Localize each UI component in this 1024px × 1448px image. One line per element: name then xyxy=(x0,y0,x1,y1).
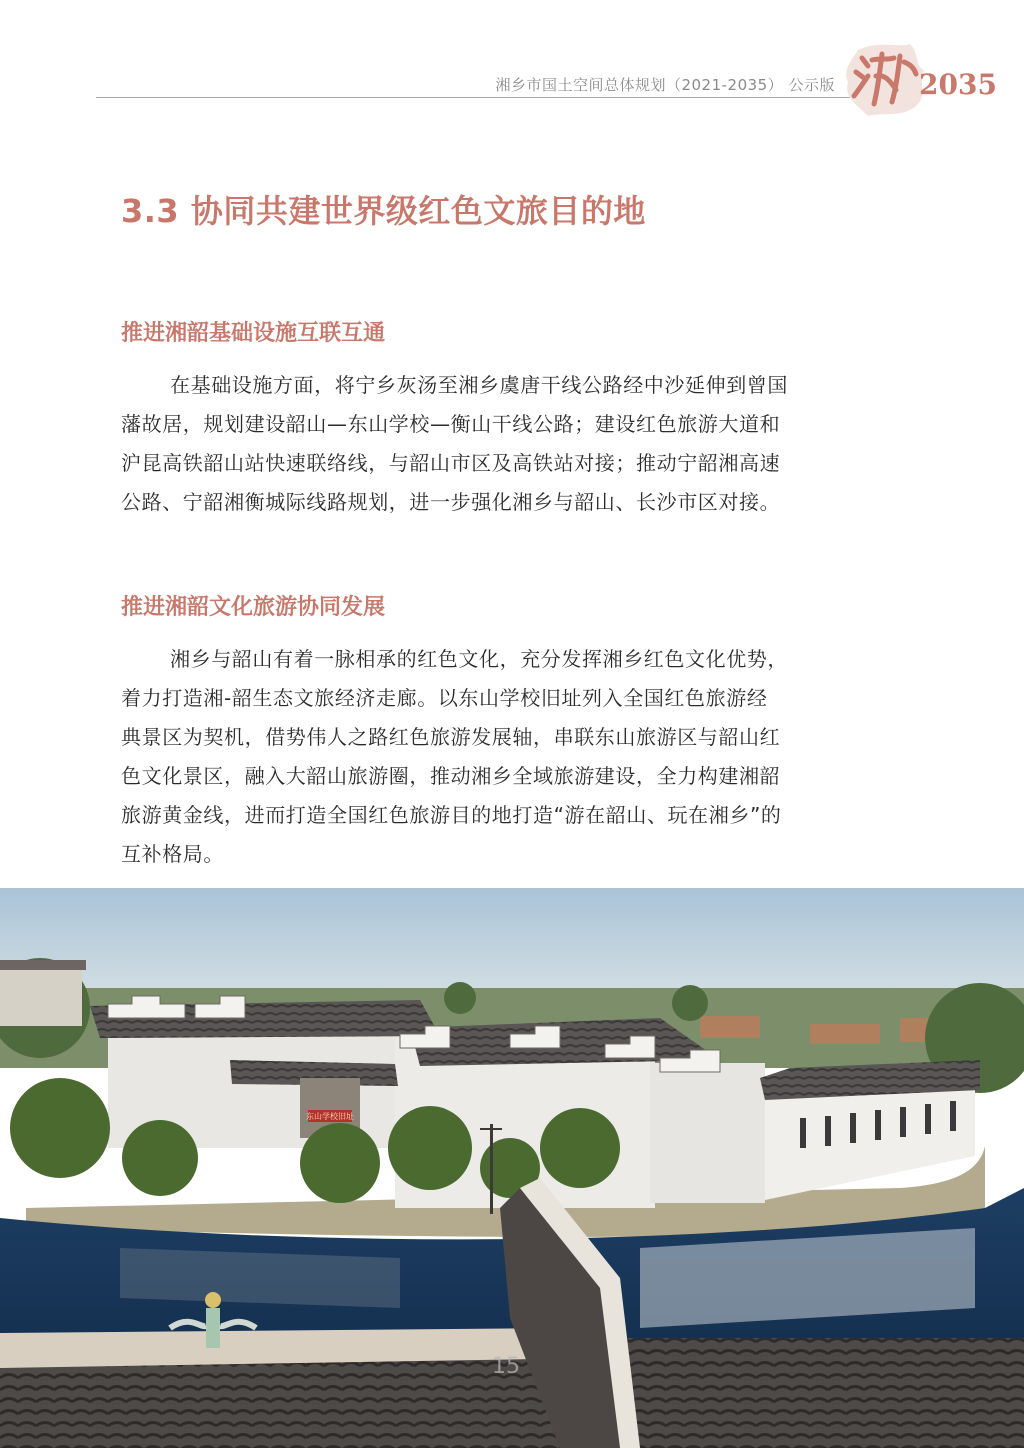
section-title: 3.3 协同共建世界级红色文旅目的地 xyxy=(121,192,646,230)
paragraph-line: 湘乡与韶山有着一脉相承的红色文化，充分发挥湘乡红色文化优势， xyxy=(170,647,788,671)
header-divider xyxy=(96,97,851,98)
subsection-heading-infrastructure: 推进湘韶基础设施互联互通 xyxy=(121,321,386,346)
subsection-heading-tourism: 推进湘韶文化旅游协同发展 xyxy=(121,595,386,620)
paragraph-line: 着力打造湘-韶生态文旅经济走廊。以东山学校旧址列入全国红色旅游经 xyxy=(121,686,768,710)
paragraph-line: 典景区为契机，借势伟人之路红色旅游发展轴，串联东山旅游区与韶山红 xyxy=(121,725,781,749)
paragraph-line: 色文化景区，融入大韶山旅游圈，推动湘乡全域旅游建设，全力构建湘韶 xyxy=(121,764,781,788)
logo-year-text: 2035 xyxy=(919,68,997,101)
page-number: 15 xyxy=(492,1354,520,1379)
paragraph-infrastructure xyxy=(121,366,906,522)
paragraph-line: 旅游黄金线，进而打造全国红色旅游目的地打造“游在韶山、玩在湘乡”的 xyxy=(121,803,782,827)
paragraph-line: 沪昆高铁韶山站快速联络线，与韶山市区及高铁站对接；推动宁韶湘高速 xyxy=(121,451,781,475)
paragraph-line: 互补格局。 xyxy=(121,842,224,866)
paragraph-line: 公路、宁韶湘衡城际线路规划，进一步强化湘乡与韶山、长沙市区对接。 xyxy=(121,490,781,514)
paragraph-line: 在基础设施方面，将宁乡灰汤至湘乡虞唐干线公路经中沙延伸到曾国 xyxy=(170,373,788,397)
running-header-title: 湘乡市国土空间总体规划（2021-2035） 公示版 xyxy=(495,76,835,94)
paragraph-line: 藩故居，规划建设韶山—东山学校—衡山干线公路；建设红色旅游大道和 xyxy=(121,412,781,436)
paragraph-tourism xyxy=(121,640,906,874)
school-sign-text: 东山学校旧址 xyxy=(306,1112,354,1121)
